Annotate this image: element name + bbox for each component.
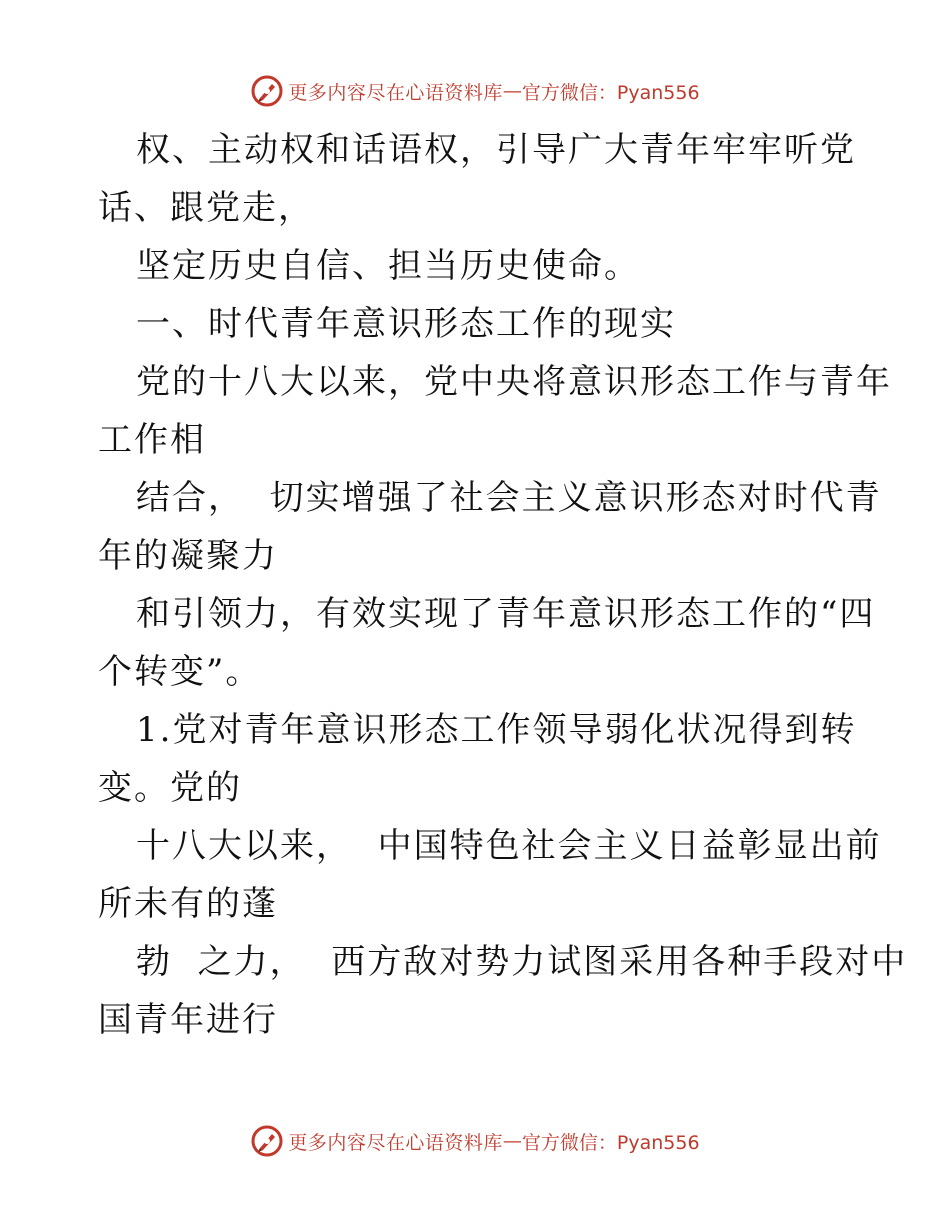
body-line: 年的凝聚力 — [98, 536, 278, 576]
header-banner — [0, 71, 950, 111]
body-line: 十八大以来， 中国特色社会主义日益彰显出前 — [136, 826, 882, 866]
body-line: 权、主动权和话语权，引导广大青年牢牢听党 — [136, 130, 856, 170]
body-line: 所未有的蓬 — [98, 884, 278, 924]
body-line: 结合， 切实增强了社会主义意识形态对时代青 — [136, 478, 882, 518]
footer-banner — [0, 1121, 950, 1161]
body-line: 个转变”。 — [98, 652, 262, 692]
footer-banner-separator: — — [502, 1130, 522, 1152]
body-line: 国青年进行 — [98, 1000, 278, 1040]
header-banner-wechat: 官方微信：Pyan556 — [521, 81, 700, 104]
header-banner-text: 更多内容尽在心语资料库 — [288, 81, 503, 104]
red-pen-emblem-icon — [250, 74, 284, 108]
footer-banner-text: 更多内容尽在心语资料库 — [288, 1131, 503, 1154]
body-line: 话、跟党走， — [98, 188, 314, 228]
body-line: 变。党的 — [98, 768, 242, 808]
body-line: 党的十八大以来，党中央将意识形态工作与青年 — [136, 362, 892, 402]
footer-banner-wechat: 官方微信：Pyan556 — [521, 1131, 700, 1154]
body-line: 勃 之力， 西方敌对势力试图采用各种手段对中 — [136, 942, 908, 982]
section-heading: 一、时代青年意识形态工作的现实 — [136, 304, 676, 344]
body-line: 和引领力，有效实现了青年意识形态工作的“四 — [136, 594, 876, 634]
body-line: 坚定历史自信、担当历史使命。 — [136, 246, 640, 286]
body-line: 1.党对青年意识形态工作领导弱化状况得到转 — [136, 710, 857, 750]
document-body — [98, 121, 908, 1049]
body-line: 工作相 — [98, 420, 206, 460]
red-pen-emblem-icon — [250, 1124, 284, 1158]
header-banner-separator: — — [502, 80, 522, 102]
